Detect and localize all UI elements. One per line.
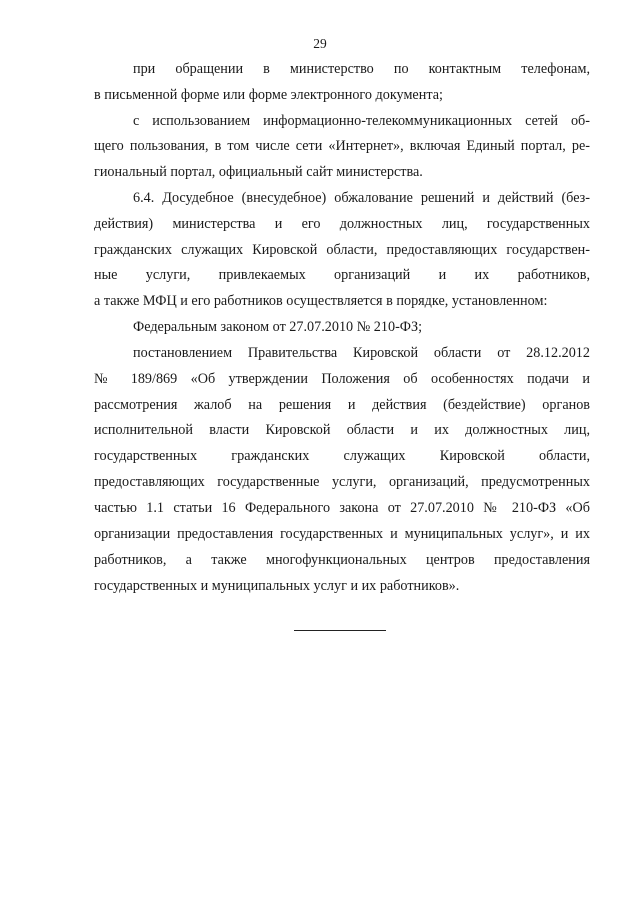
text-line: действия) министерства и его должностных лиц, государственных (94, 216, 590, 232)
text-line: гиональный портал, официальный сайт министерства. (94, 164, 423, 180)
text-line: частью 1.1 статьи 16 Федерального закона от 27.07.2010 № 210-ФЗ «Об (94, 500, 590, 516)
text-line: постановлением Правительства Кировской области от 28.12.2012 (133, 345, 590, 361)
text-line: Федеральным законом от 27.07.2010 № 210-ФЗ; (133, 319, 423, 335)
text-line: ные услуги, привлекаемых организаций и их работников, (94, 267, 590, 283)
text-line: предоставляющих государственные услуги, организаций, предусмотренных (94, 474, 590, 490)
text-line: государственных и муниципальных услуг и их работников». (94, 578, 460, 594)
text-line: 6.4. Досудебное (внесудебное) обжалование решений и действий (без- (133, 190, 590, 206)
text-line: государственных гражданских служащих Кировской области, (94, 448, 590, 464)
text-line: щего пользования, в том числе сети «Интернет», включая Единый портал, ре- (94, 138, 590, 154)
text-line: с использованием информационно-телекоммуникационных сетей об- (133, 113, 590, 129)
text-line: в письменной форме или форме электронного документа; (94, 87, 443, 103)
text-line: организации предоставления государственных и муниципальных услуг», и их (94, 526, 590, 542)
text-line: гражданских служащих Кировской области, предоставляющих государствен- (94, 242, 590, 258)
text-line: № 189/869 «Об утверждении Положения об особенностях подачи и (94, 371, 590, 387)
closing-rule (294, 630, 386, 631)
text-line: а также МФЦ и его работников осуществляется в порядке, установленном: (94, 293, 548, 309)
text-line: исполнительной власти Кировской области и их должностных лиц, (94, 422, 590, 438)
text-line: при обращении в министерство по контактным телефонам, (133, 61, 590, 77)
page-number: 29 (313, 36, 327, 51)
text-line: работников, а также многофункциональных центров предоставления (94, 552, 590, 568)
text-line: рассмотрения жалоб на решения и действия (бездействие) органов (94, 397, 590, 413)
